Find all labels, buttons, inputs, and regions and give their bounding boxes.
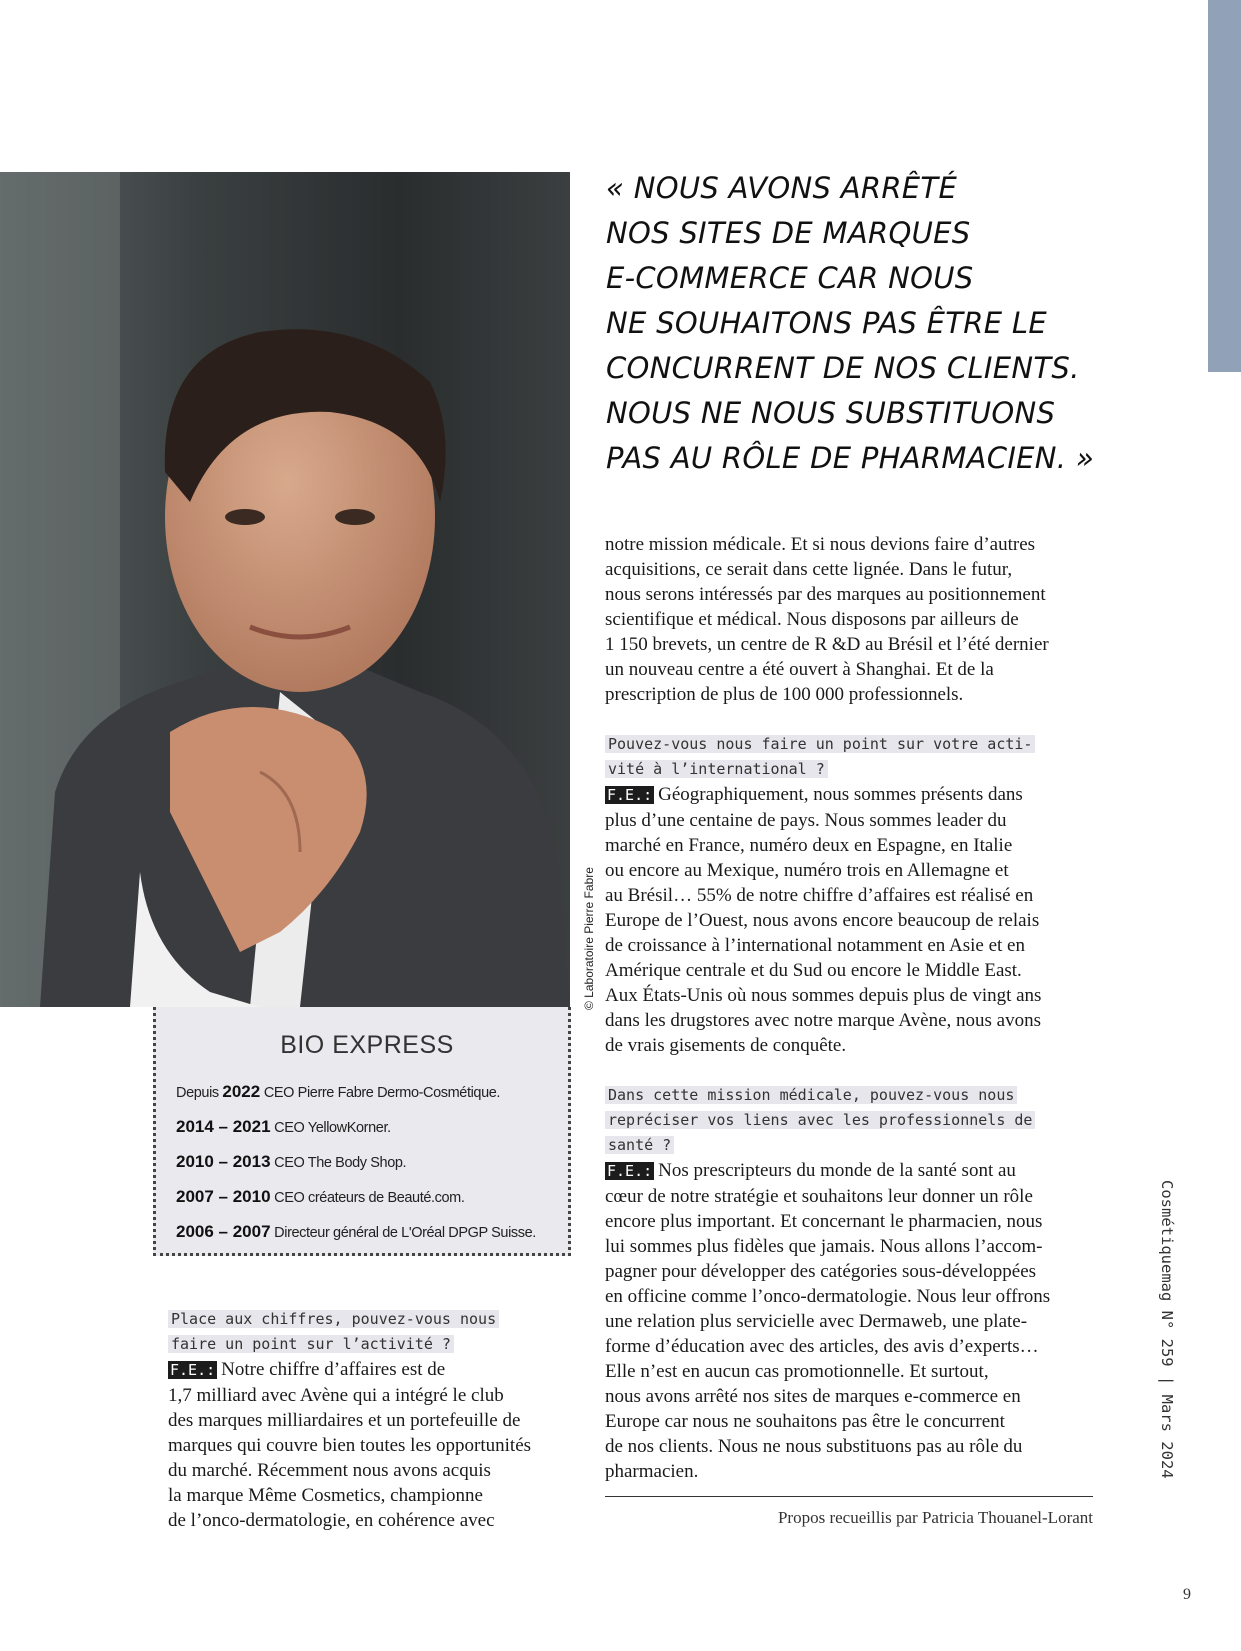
bio-entry [176,1109,558,1144]
question-line: vité à l’international ? [605,760,828,778]
answer-line: 1,7 milliard avec Avène qui a intégré le club [168,1385,504,1406]
bio-entry-text: CEO créateurs de Beauté.com. [270,1190,465,1206]
answer-line: lui sommes plus fidèles que jamais. Nous allons l’accom- [605,1236,1043,1257]
body-line: notre mission médicale. Et si nous devions faire d’autres [605,534,1036,555]
bio-express-box [153,1007,571,1256]
question-line: faire un point sur l’activité ? [168,1335,454,1353]
byline-divider [605,1496,1093,1497]
answer-text: Géographiquement, nous sommes présents dans [658,784,1023,805]
interview-question [168,1307,531,1332]
photo-credit: © Laboratoire Pierre Fabre [582,867,596,1010]
answer-line: Europe car nous ne souhaitons pas être le concurrent [605,1411,1005,1432]
quote-line: E-COMMERCE CAR NOUS [606,261,974,295]
question-line: santé ? [605,1136,674,1154]
bio-entry-text: CEO Pierre Fabre Dermo-Cosmétique. [260,1085,501,1101]
answer-line: marché en France, numéro deux en Espagne, en Italie [605,835,1013,856]
question-line: Dans cette mission médicale, pouvez-vous nous [605,1086,1017,1104]
bio-entry-text: CEO The Body Shop. [270,1155,407,1171]
magazine-issue-footer: Cosmétiquemag N° 259 | Mars 2024 [1158,1180,1176,1479]
quote-line: « NOUS AVONS ARRÊTÉ [606,171,958,205]
answer-line: pagner pour développer des catégories sous-développées [605,1261,1037,1282]
answer-line: de l’onco-dermatologie, en cohérence avec [168,1510,495,1531]
bio-entry-text: CEO YellowKorner. [270,1120,391,1136]
bio-title: BIO EXPRESS [280,1031,454,1059]
portrait-illustration [0,172,570,1007]
body-line: 1 150 brevets, un centre de R &D au Brésil et l’été dernier [605,634,1049,655]
answer-line: en officine comme l’onco-dermatologie. Nous leur offrons [605,1286,1051,1307]
answer-line: nous avons arrêté nos sites de marques e-commerce en [605,1386,1021,1407]
quote-line: NOUS NE NOUS SUBSTITUONS [606,396,1056,430]
bio-entry-text: Directeur général de L'Oréal DPGP Suisse. [270,1225,536,1241]
speaker-tag: F.E.: [607,1162,653,1180]
question-line: Place aux chiffres, pouvez-vous nous [168,1310,499,1328]
answer-text: Nos prescripteurs du monde de la santé sont au [658,1160,1016,1181]
answer-line: cœur de notre stratégie et souhaitons leur donner un rôle [605,1186,1033,1207]
right-column [605,532,1050,1484]
quote-line: NE SOUHAITONS PAS ÊTRE LE [606,306,1047,340]
answer-line: dans les drugstores avec notre marque Avène, nous avons [605,1010,1041,1031]
question-line: repréciser vos liens avec les professionnels de [605,1111,1035,1129]
answer-line: Aux États-Unis où nous sommes depuis plus de vingt ans [605,985,1042,1006]
left-column [168,1307,531,1533]
answer-line: forme d’éducation avec des articles, des avis d’experts… [605,1336,1039,1357]
interview-question [605,1083,1050,1108]
interview-question [605,1108,1050,1133]
answer-first-line [605,782,1050,808]
speaker-tag: F.E.: [170,1361,216,1379]
bio-entry [176,1144,558,1179]
bio-entry-years: 2006 – 2007 [176,1222,271,1241]
answer-line: marques qui couvre bien toutes les opportunités [168,1435,532,1456]
answer-line: Europe de l’Ouest, nous avons encore beaucoup de relais [605,910,1040,931]
body-line: un nouveau centre a été ouvert à Shanghai. Et de la [605,659,994,680]
interview-question [605,732,1050,757]
answer-line: du marché. Récemment nous avons acquis [168,1460,491,1481]
answer-line: de nos clients. Nous ne nous substituons pas au rôle du [605,1436,1023,1457]
answer-line: Elle n’est en aucun cas promotionnelle. Et surtout, [605,1361,989,1382]
bio-entry-prefix: Depuis [176,1085,223,1101]
speaker-tag: F.E.: [607,786,653,804]
page-number: 9 [1183,1586,1191,1603]
answer-line: une relation plus servicielle avec Dermaweb, une plate- [605,1311,1028,1332]
quote-line: PAS AU RÔLE DE PHARMACIEN. » [606,441,1095,475]
interview-question [605,757,1050,782]
body-line: scientifique et médical. Nous disposons par ailleurs de [605,609,1019,630]
answer-first-line [168,1357,531,1383]
answer-line: de vrais gisements de conquête. [605,1035,847,1056]
answer-line: ou encore au Mexique, numéro trois en Allemagne et [605,860,1009,881]
body-line: acquisitions, ce serait dans cette lignée. Dans le futur, [605,559,1013,580]
answer-line: au Brésil… 55% de notre chiffre d’affaires est réalisé en [605,885,1034,906]
body-line: nous serons intéressés par des marques au positionnement [605,584,1046,605]
bio-entry-years: 2022 [222,1082,261,1101]
answer-line: la marque Même Cosmetics, championne [168,1485,483,1506]
answer-line: Amérique centrale et du Sud ou encore le Middle East. [605,960,1022,981]
bio-entry-years: 2010 – 2013 [176,1152,271,1171]
bio-entry-years: 2007 – 2010 [176,1187,271,1206]
interview-question [168,1332,531,1357]
answer-text: Notre chiffre d’affaires est de [221,1359,446,1380]
section-color-tab [1208,0,1241,372]
interview-question [605,1133,1050,1158]
answer-line: pharmacien. [605,1461,699,1482]
pull-quote [606,166,1166,481]
answer-first-line [605,1158,1050,1184]
bio-entry [176,1214,558,1249]
portrait-photo [0,172,570,1007]
body-line: prescription de plus de 100 000 professionnels. [605,684,964,705]
quote-line: NOS SITES DE MARQUES [606,216,971,250]
bio-entry [176,1179,558,1214]
quote-line: CONCURRENT DE NOS CLIENTS. [606,351,1080,385]
bio-entry-years: 2014 – 2021 [176,1117,271,1136]
question-line: Pouvez-vous nous faire un point sur votre acti- [605,735,1035,753]
answer-line: des marques milliardaires et un portefeuille de [168,1410,521,1431]
byline: Propos recueillis par Patricia Thouanel-Lorant [777,1508,1093,1527]
answer-line: encore plus important. Et concernant le pharmacien, nous [605,1211,1043,1232]
bio-entry [176,1074,558,1109]
answer-line: plus d’une centaine de pays. Nous sommes leader du [605,810,1007,831]
answer-line: de croissance à l’international notamment en Asie et en [605,935,1025,956]
